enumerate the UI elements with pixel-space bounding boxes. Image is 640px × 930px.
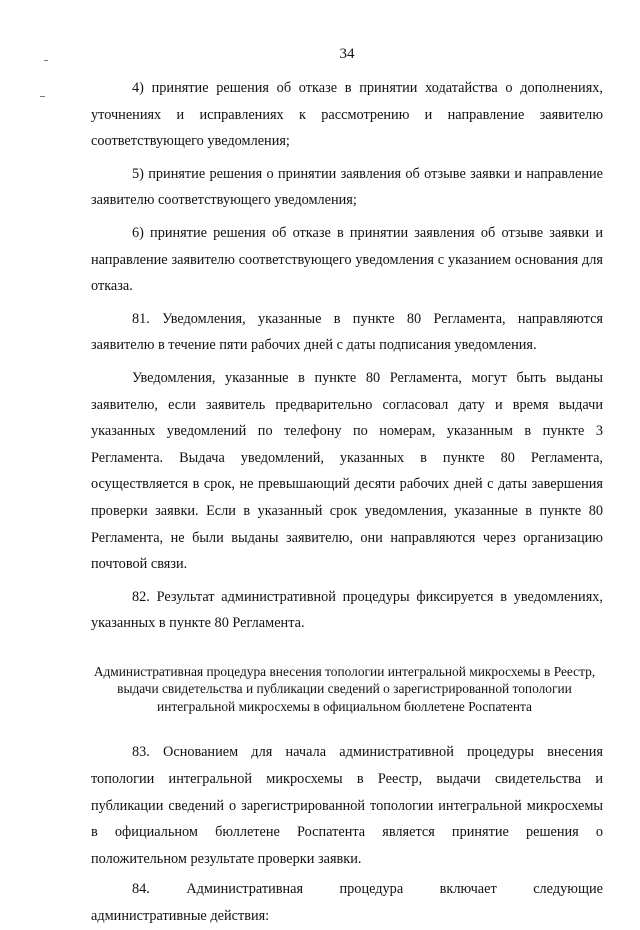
scan-mark — [40, 96, 45, 97]
paragraph-84 — [91, 876, 603, 929]
paragraph-81: 81. Уведомления, указанные в пункте 80 Регламента, направляются заявителю в течение пяти рабочих дней с даты подписания уведомления. — [91, 310, 603, 354]
paragraph-84-continuation: административные действия: — [91, 907, 270, 924]
paragraph-84-word: процедура — [339, 881, 404, 898]
paragraph-84-word: следующие — [533, 881, 603, 898]
paragraph-item-6: 6) принятие решения об отказе в принятии заявления об отзыве заявки и направление заявителю соответствующего уведомления с указанием основания для отказа. — [91, 224, 603, 295]
scan-mark — [44, 60, 48, 61]
paragraph-item-4: 4) принятие решения об отказе в принятии ходатайства о дополнениях, уточнениях и исправлениях к рассмотрению и направление заявителю соответствующего уведомления; — [91, 80, 603, 150]
section-heading: Административная процедура внесения топологии интегральной микросхемы в Реестр, выдачи свидетельства и публикации сведений о зарегистрированной топологии интегральной микросхемы в официальном бюллетене Роспатента — [93, 663, 596, 714]
paragraph-83: 83. Основанием для начала административной процедуры внесения топологии интегральной микросхемы в Реестр, выдачи свидетельства и публикации сведений о зарегистрированной топологии интегральной микросхемы в официальном бюллетене Роспатента является принятие решения о положительном результате проверки заявки. — [91, 744, 603, 867]
paragraph-84-word: 84. — [132, 881, 150, 898]
page-number: 34 — [339, 46, 355, 62]
paragraph-84-word: Административная — [186, 881, 304, 898]
paragraph-81-notifications: Уведомления, указанные в пункте 80 Регламента, могут быть выданы заявителю, если заявитель предварительно согласовал дату и время выдачи указанных уведомлений по телефону по номерам, указанным в пункте 3 Регламента. Выдача уведомлений, указанных в пункте 80 Регламента, осуществляется в срок, не превышающий десяти рабочих дней с даты завершения проверки заявки. Если в указанный срок уведомления, указанные в пункте 80 Регламента, не были выданы заявителю, они направляются через организацию почтовой связи. — [91, 369, 603, 573]
paragraph-item-5: 5) принятие решения о принятии заявления об отзыве заявки и направление заявителю соответствующего уведомления; — [91, 165, 603, 209]
paragraph-84-word: включает — [439, 881, 497, 898]
paragraph-84-first-line — [91, 876, 603, 903]
paragraph-82: 82. Результат административной процедуры фиксируется в уведомлениях, указанных в пункте 80 Регламента. — [91, 588, 603, 632]
